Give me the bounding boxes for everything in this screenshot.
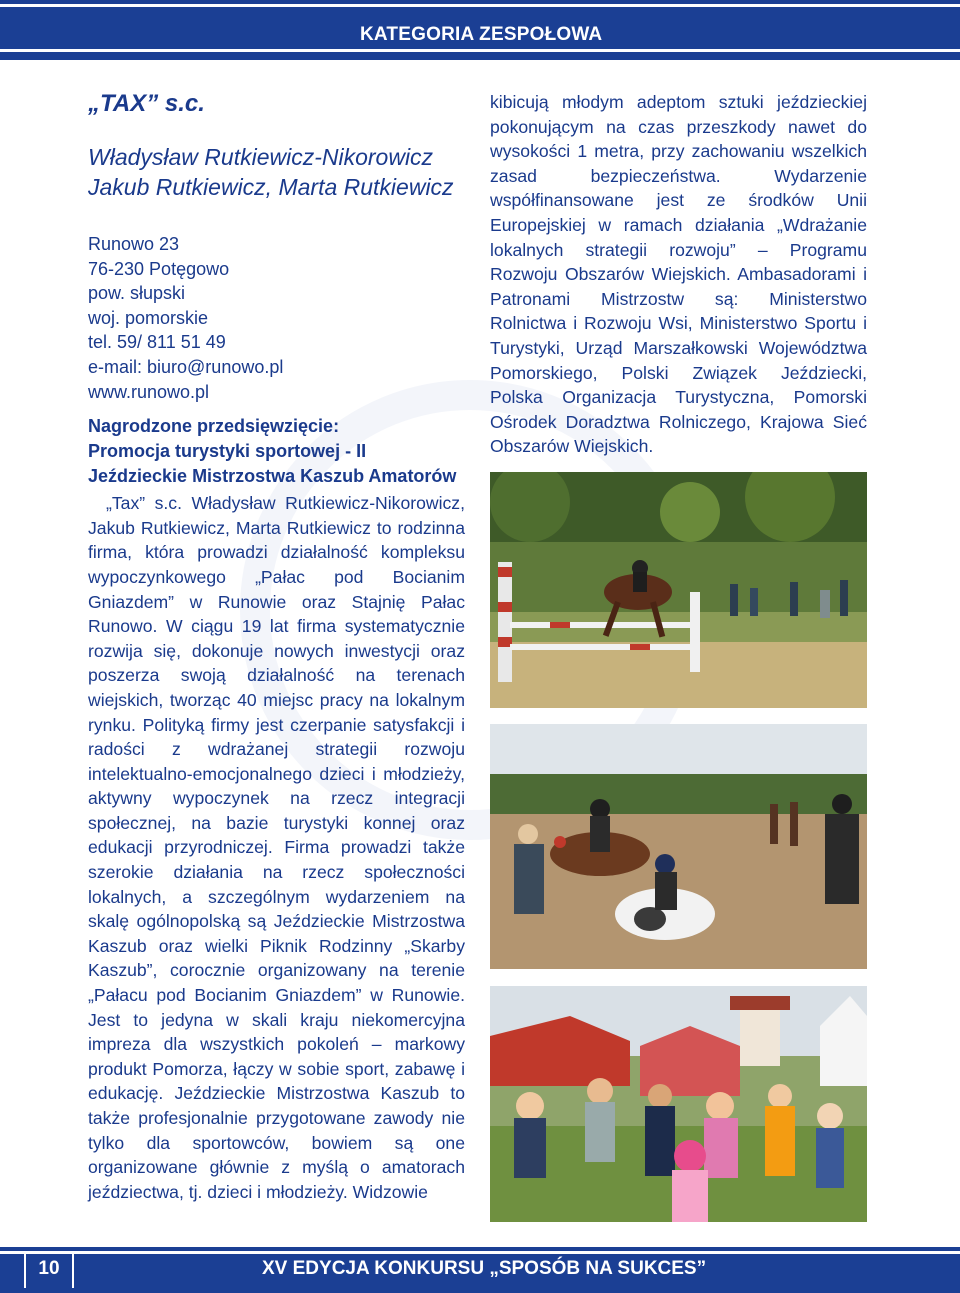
address-line: woj. pomorskie bbox=[88, 307, 209, 328]
award-block bbox=[88, 414, 465, 489]
photo-show-jumping bbox=[490, 472, 867, 708]
award-title: Promocja turystyki sportowej - II Jeździeckie Mistrzostwa Kaszub Amatorów bbox=[88, 441, 457, 487]
show-jumping-image bbox=[490, 472, 867, 708]
owner-line: Władysław Rutkiewicz-Nikorowicz bbox=[88, 144, 434, 170]
article-text-left: „Tax” s.c. Władysław Rutkiewicz-Nikorowicz, Jakub Rutkiewicz, Marta Rutkiewicz to rodzinna firma, która prowadzi działalność kompleksu wypoczynkowego „Pałac pod Bocianim Gniazdem” w Runowie oraz Stajnię Pałac Runowo. W ciągu 19 lat firma systematycznie rozwija się, dokonuje nowych inwestycji oraz poszerza swoją działalność na terenach wiejskich, tworząc 40 miejsc pracy na lokalnym rynku. Polityką firmy jest czerpanie satysfakcji i radości z wdrażanej strategii rozwoju intelektualno-emocjonalnego dzieci i młodzieży, aktywny wypoczynek na rzecz integracji społecznej, na bazie turystyki konnej oraz edukacji przyrodniczej. Firma prowadzi także szerokie działania na rzecz społeczności lokalnych, a szczególnym wydarzeniem na skalę ogólnopolską są Jeździeckie Mistrzostwa Kaszub oraz wielki Piknik Rodzinny „Skarby Kaszub”, corocznie organizowany na terenie „Pałacu pod Bocianim Gniazdem” w Runowie. Jest to jedyna w skali kraju niekomercyjna impreza dla wszystkich pokoleń – markowy produkt Pomorza, łączy w sobie sport, zabawę i edukację. Jeździeckie Mistrzostwa Kaszub to także profesjonalnie przygotowane zawody nie tylko dla sportowców, bowiem są one organizowane głównie z myślą o amatorach jeździectwa, tj. dzieci i młodzieży. Widzowie bbox=[88, 493, 465, 1202]
company-address bbox=[88, 232, 465, 404]
footer-title: XV EDYCJA KONKURSU „SPOSÓB NA SUKCES” bbox=[262, 1258, 707, 1279]
owner-line: Jakub Rutkiewicz, Marta Rutkiewicz bbox=[88, 174, 454, 200]
phone: tel. 59/ 811 51 49 bbox=[88, 332, 226, 353]
category-title: KATEGORIA ZESPOŁOWA bbox=[360, 24, 603, 45]
award-label: Nagrodzone przedsięwzięcie: bbox=[88, 416, 340, 437]
photo-family-picnic bbox=[490, 986, 867, 1222]
left-column bbox=[88, 90, 465, 1204]
family-picnic-image bbox=[490, 986, 867, 1222]
photo-pony-riding bbox=[490, 724, 867, 969]
page-number: 10 bbox=[24, 1254, 74, 1288]
pony-riding-image bbox=[490, 724, 867, 969]
company-name: „TAX” s.c. bbox=[88, 90, 205, 117]
company-owners bbox=[88, 142, 465, 202]
email: e-mail: biuro@runowo.pl bbox=[88, 356, 284, 377]
website: www.runowo.pl bbox=[88, 381, 210, 402]
address-line: Runowo 23 bbox=[88, 234, 180, 254]
right-column bbox=[490, 90, 867, 459]
address-line: pow. słupski bbox=[88, 283, 186, 304]
article-text-right: kibicują młodym adeptom sztuki jeździeckiej pokonującym na czas przeszkody nawet do wysokości 1 metra, przy zachowaniu wszelkich zasad bezpieczeństwa. Wydarzenie współfinansowane jest ze środków Unii Europejskiej w ramach działania „Wdrażanie lokalnych strategii rozwoju” – Programu Rozwoju Obszarów Wiejskich. Ambasadorami i Patronami Mistrzostw są: Ministerstwo Rolnictwa i Rozwoju Wsi, Ministerstwo Sportu i Turystyki, Urząd Marszałkowski Województwa Pomorskiego, Polski Związek Jeździecki, Polska Organizacja Turystyczna, Pomorski Ośrodek Doradztwa Rolniczego, Krajowa Sieć Obszarów Wiejskich. bbox=[490, 92, 867, 457]
address-line: 76-230 Potęgowo bbox=[88, 258, 230, 279]
